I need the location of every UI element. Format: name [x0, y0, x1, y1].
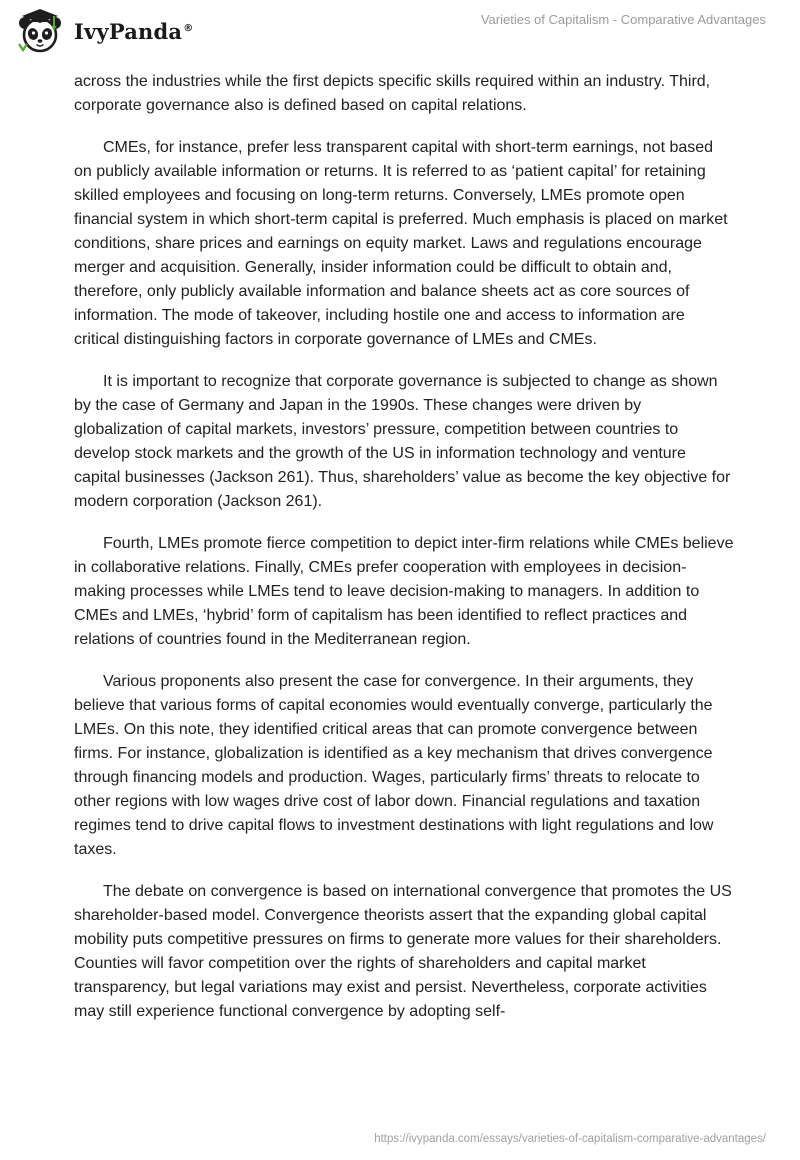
- essay-body: [74, 70, 734, 1042]
- paragraph: Various proponents also present the case for convergence. In their arguments, they believe that various forms of capital economies would eventually converge, particularly the LMEs. On this note, they identified critical areas that can promote convergence between firms. For instance, globalization is identified as a key mechanism that drives convergence through financing models and production. Wages, particularly firms’ threats to relocate to other regions with low wages drive cost of labor down. Financial regulations and taxation regimes tend to drive capital flows to investment destinations with light regulations and low taxes.: [74, 673, 714, 858]
- brand-name: IvyPanda®: [74, 18, 194, 44]
- paragraph: It is important to recognize that corporate governance is subjected to change as shown by the case of Germany and Japan in the 1990s. These changes were driven by globalization of capital markets, investors’ pressure, competition between countries to develop stock markets and the growth of the US in information technology and venture capital businesses (Jackson 261). Thus, shareholders’ value as become the key objective for modern corporation (Jackson 261).: [74, 373, 731, 510]
- paragraph: Fourth, LMEs promote fierce competition to depict inter-firm relations while CMEs believe in collaborative relations. Finally, CMEs prefer cooperation with employees in decision-making processes while LMEs tend to leave decision-making to managers. In addition to CMEs and LMEs, ‘hybrid’ form of capitalism has been identified to reflect practices and relations of countries found in the Mediterranean region.: [74, 535, 734, 648]
- page-header: [0, 0, 800, 62]
- paragraph: CMEs, for instance, prefer less transparent capital with short-term earnings, not based on publicly available information or returns. It is referred to as ‘patient capital’ for retaining skilled employees and focusing on long-term returns. Conversely, LMEs promote open financial system in which short-term capital is preferred. Much emphasis is placed on market conditions, share prices and earnings on equity market. Laws and regulations encourage merger and acquisition. Generally, insider information could be difficult to obtain and, therefore, only publicly available information and balance sheets act as core sources of information. The mode of takeover, including hostile one and access to information are critical distinguishing factors in corporate governance of LMEs and CMEs.: [74, 139, 728, 348]
- source-url[interactable]: https://ivypanda.com/essays/varieties-of-capitalism-comparative-advantages/: [374, 1133, 766, 1145]
- brand-logo[interactable]: [14, 6, 193, 56]
- document-title: Varieties of Capitalism - Comparative Advantages: [480, 12, 766, 27]
- panda-graduate-icon: [14, 6, 68, 56]
- paragraph: across the industries while the first depicts specific skills required within an industry. Third, corporate governance also is defined based on capital relations.: [74, 73, 711, 114]
- paragraph: The debate on convergence is based on international convergence that promotes the US shareholder-based model. Convergence theorists assert that the expanding global capital mobility puts competitive pressures on firms to generate more values for their shareholders. Counties will favor competition over the rights of shareholders and capital market transparency, but legal variations may exist and persist. Nevertheless, corporate activities may still experience functional convergence by adopting self-: [74, 883, 732, 1020]
- brand-registered-mark: ®: [183, 22, 194, 34]
